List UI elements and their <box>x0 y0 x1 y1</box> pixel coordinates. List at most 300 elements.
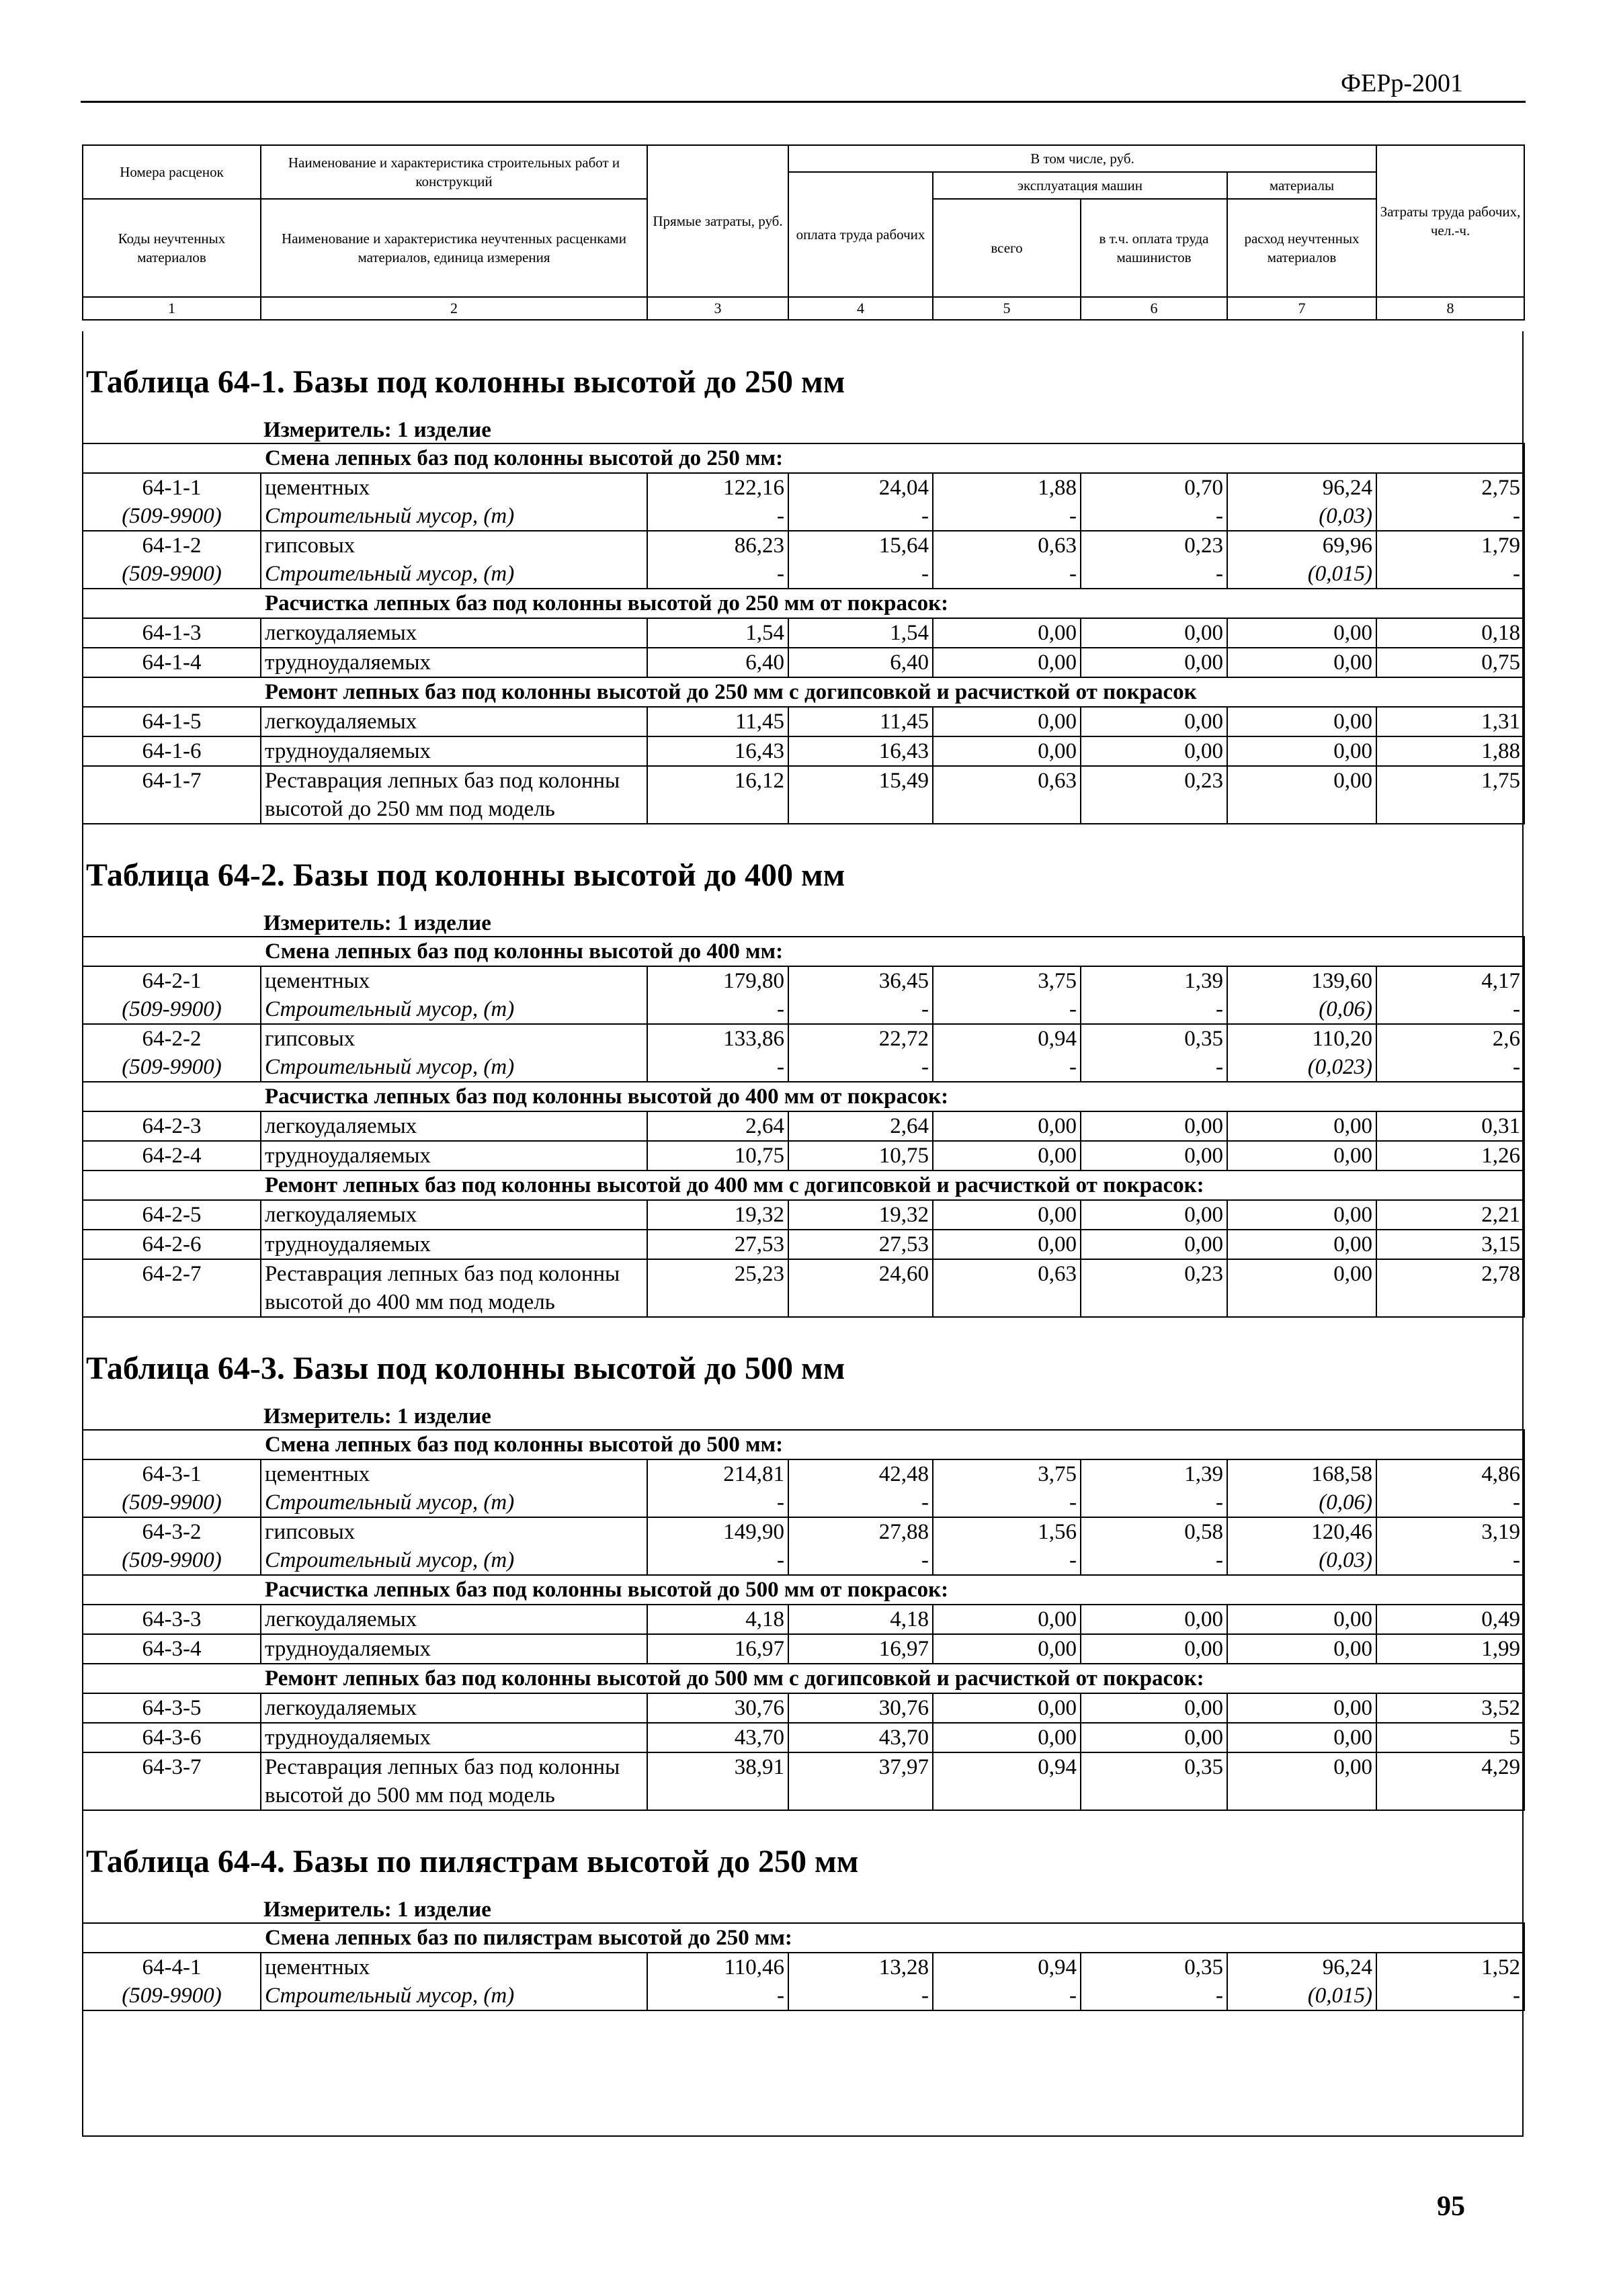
mat-cost-machines: - <box>933 502 1081 531</box>
material-row <box>83 560 1524 589</box>
labor-hours: 4,29 <box>1376 1752 1524 1810</box>
section-table <box>82 1922 1525 2011</box>
header-col1-bottom: Коды неучтенных материалов <box>83 199 261 297</box>
cost-machine-wages: 0,70 <box>1081 473 1227 502</box>
cost-wages: 27,53 <box>788 1230 933 1259</box>
cost-materials: 0,00 <box>1227 1605 1376 1634</box>
material-name: Строительный мусор, (т) <box>261 1053 647 1082</box>
cost-machine-wages: 0,00 <box>1081 1634 1227 1664</box>
cost-direct: 110,46 <box>647 1953 788 1982</box>
cost-wages: 1,54 <box>788 618 933 648</box>
group-title: Ремонт лепных баз под колонны высотой до 250 мм с догипсовкой и расчисткой от покрасок <box>83 677 1524 707</box>
cost-direct: 19,32 <box>647 1200 788 1230</box>
rate-name: легкоудаляемых <box>261 1111 647 1141</box>
mat-cost-direct: - <box>647 995 788 1024</box>
labor-hours: 3,19 <box>1376 1517 1524 1546</box>
mat-cost-machine-wages: - <box>1081 1053 1227 1082</box>
cost-wages: 15,49 <box>788 766 933 824</box>
labor-hours: 3,52 <box>1376 1693 1524 1723</box>
cost-direct: 38,91 <box>647 1752 788 1810</box>
table-row <box>83 648 1524 677</box>
cost-materials: 0,00 <box>1227 618 1376 648</box>
cost-wages: 22,72 <box>788 1024 933 1053</box>
mat-consumption: (0,015) <box>1227 1982 1376 2010</box>
mat-cost-machines: - <box>933 1488 1081 1517</box>
table-row <box>83 966 1524 995</box>
group-title-row <box>83 1923 1524 1953</box>
mat-cost-direct: - <box>647 1488 788 1517</box>
material-row <box>83 1488 1524 1517</box>
section-meter-text: Измеритель: 1 изделие <box>263 1898 491 1922</box>
table-header <box>82 144 1525 321</box>
cost-direct: 30,76 <box>647 1693 788 1723</box>
section-title <box>82 824 1524 905</box>
mat-cost-machine-wages: - <box>1081 1546 1227 1575</box>
cost-materials: 168,58 <box>1227 1459 1376 1488</box>
cost-wages: 16,43 <box>788 736 933 766</box>
cost-materials: 0,00 <box>1227 1752 1376 1810</box>
cost-direct: 6,40 <box>647 648 788 677</box>
cost-machine-wages: 0,35 <box>1081 1024 1227 1053</box>
cost-direct: 149,90 <box>647 1517 788 1546</box>
rate-code: 64-2-1 <box>83 966 261 995</box>
group-title: Ремонт лепных баз под колонны высотой до 500 мм с догипсовкой и расчисткой от покрасок: <box>83 1664 1524 1693</box>
rate-code: 64-2-6 <box>83 1230 261 1259</box>
rate-code: 64-1-7 <box>83 766 261 824</box>
material-code: (509-9900) <box>83 1982 261 2010</box>
group-title: Смена лепных баз под колонны высотой до 250 мм: <box>83 443 1524 473</box>
cost-wages: 4,18 <box>788 1605 933 1634</box>
section-title <box>82 1811 1524 1891</box>
group-title-row <box>83 937 1524 966</box>
mat-labor-hours: - <box>1376 502 1524 531</box>
cost-direct: 16,12 <box>647 766 788 824</box>
cost-machine-wages: 0,00 <box>1081 1723 1227 1752</box>
cost-machine-wages: 0,00 <box>1081 1693 1227 1723</box>
labor-hours: 1,88 <box>1376 736 1524 766</box>
cost-direct: 27,53 <box>647 1230 788 1259</box>
cost-direct: 1,54 <box>647 618 788 648</box>
header-col-number: 5 <box>933 297 1081 320</box>
labor-hours: 4,17 <box>1376 966 1524 995</box>
mat-cost-machines: - <box>933 995 1081 1024</box>
table-row <box>83 618 1524 648</box>
labor-hours: 1,26 <box>1376 1141 1524 1171</box>
mat-consumption: (0,06) <box>1227 995 1376 1024</box>
rate-code: 64-3-4 <box>83 1634 261 1664</box>
mat-cost-wages: - <box>788 1053 933 1082</box>
rate-name: цементных <box>261 1953 647 1982</box>
rate-code: 64-4-1 <box>83 1953 261 1982</box>
cost-machine-wages: 0,23 <box>1081 766 1227 824</box>
group-title: Расчистка лепных баз под колонны высотой до 400 мм от покрасок: <box>83 1082 1524 1111</box>
cost-machines: 0,00 <box>933 1141 1081 1171</box>
rate-code: 64-2-4 <box>83 1141 261 1171</box>
section-title-text: Таблица 64-2. Базы под колонны высотой до 400 мм <box>86 857 845 893</box>
group-title: Расчистка лепных баз под колонны высотой до 250 мм от покрасок: <box>83 589 1524 618</box>
mat-labor-hours: - <box>1376 995 1524 1024</box>
section-title <box>82 1318 1524 1398</box>
cost-machines: 0,00 <box>933 1634 1081 1664</box>
cost-machines: 0,00 <box>933 1230 1081 1259</box>
mat-cost-wages: - <box>788 1546 933 1575</box>
rate-code: 64-3-6 <box>83 1723 261 1752</box>
mat-cost-wages: - <box>788 995 933 1024</box>
cost-wages: 27,88 <box>788 1517 933 1546</box>
mat-labor-hours: - <box>1376 560 1524 589</box>
group-title: Смена лепных баз под колонны высотой до 500 мм: <box>83 1430 1524 1459</box>
cost-machine-wages: 0,00 <box>1081 707 1227 736</box>
labor-hours: 1,52 <box>1376 1953 1524 1982</box>
rate-name: цементных <box>261 473 647 502</box>
rate-code: 64-1-4 <box>83 648 261 677</box>
material-code: (509-9900) <box>83 1488 261 1517</box>
cost-machine-wages: 0,00 <box>1081 1200 1227 1230</box>
rate-code: 64-3-2 <box>83 1517 261 1546</box>
cost-machine-wages: 0,35 <box>1081 1953 1227 1982</box>
page-number: 95 <box>1437 2191 1465 2222</box>
section-table <box>82 443 1525 824</box>
mat-cost-machines: - <box>933 1982 1081 2010</box>
material-name: Строительный мусор, (т) <box>261 1546 647 1575</box>
group-title-row <box>83 589 1524 618</box>
rate-name: цементных <box>261 966 647 995</box>
cost-machines: 0,00 <box>933 1111 1081 1141</box>
mat-cost-wages: - <box>788 502 933 531</box>
document-code: ФЕРр-2001 <box>1340 69 1463 97</box>
cost-direct: 179,80 <box>647 966 788 995</box>
material-code: (509-9900) <box>83 560 261 589</box>
rate-name: гипсовых <box>261 531 647 560</box>
cost-machines: 0,00 <box>933 736 1081 766</box>
cost-machines: 0,94 <box>933 1953 1081 1982</box>
group-title-row <box>83 1171 1524 1200</box>
cost-machine-wages: 0,35 <box>1081 1752 1227 1810</box>
header-machines: эксплуатация машин <box>933 172 1227 199</box>
labor-hours: 3,15 <box>1376 1230 1524 1259</box>
rate-name: трудноудаляемых <box>261 1634 647 1664</box>
group-title-row <box>83 1082 1524 1111</box>
labor-hours: 0,31 <box>1376 1111 1524 1141</box>
header-incl: В том числе, руб. <box>788 145 1376 172</box>
cost-wages: 19,32 <box>788 1200 933 1230</box>
labor-hours: 2,78 <box>1376 1259 1524 1317</box>
rate-code: 64-3-7 <box>83 1752 261 1810</box>
cost-machines: 0,00 <box>933 648 1081 677</box>
cost-machine-wages: 0,00 <box>1081 1141 1227 1171</box>
mat-cost-direct: - <box>647 502 788 531</box>
group-title-row <box>83 443 1524 473</box>
cost-machine-wages: 0,00 <box>1081 1230 1227 1259</box>
cost-machines: 1,88 <box>933 473 1081 502</box>
cost-wages: 42,48 <box>788 1459 933 1488</box>
table-row <box>83 766 1524 824</box>
cost-materials: 0,00 <box>1227 766 1376 824</box>
table-row <box>83 707 1524 736</box>
rate-name: легкоудаляемых <box>261 707 647 736</box>
header-col2-top: Наименование и характеристика строительных работ и конструкций <box>261 145 647 199</box>
header-col-number: 7 <box>1227 297 1376 320</box>
rate-name: трудноудаляемых <box>261 1230 647 1259</box>
header-col-number: 8 <box>1376 297 1524 320</box>
cost-materials: 69,96 <box>1227 531 1376 560</box>
material-name: Строительный мусор, (т) <box>261 1982 647 2010</box>
mat-consumption: (0,023) <box>1227 1053 1376 1082</box>
labor-hours: 1,99 <box>1376 1634 1524 1664</box>
labor-hours: 2,75 <box>1376 473 1524 502</box>
material-code: (509-9900) <box>83 1546 261 1575</box>
header-machines-wages: в т.ч. оплата труда машинистов <box>1081 199 1227 297</box>
group-title: Расчистка лепных баз под колонны высотой до 500 мм от покрасок: <box>83 1575 1524 1605</box>
price-tables <box>82 331 1524 2011</box>
cost-direct: 43,70 <box>647 1723 788 1752</box>
rate-code: 64-1-6 <box>83 736 261 766</box>
section-title-text: Таблица 64-1. Базы под колонны высотой до 250 мм <box>86 364 845 400</box>
rate-name: трудноудаляемых <box>261 736 647 766</box>
cost-machine-wages: 1,39 <box>1081 966 1227 995</box>
cost-machines: 0,00 <box>933 707 1081 736</box>
cost-machine-wages: 0,00 <box>1081 736 1227 766</box>
cost-machine-wages: 0,00 <box>1081 1605 1227 1634</box>
header-rule <box>81 101 1526 103</box>
material-row <box>83 1546 1524 1575</box>
section-meter <box>82 412 1524 443</box>
header-machines-total: всего <box>933 199 1081 297</box>
header-col3: Прямые затраты, руб. <box>647 145 788 297</box>
material-name: Строительный мусор, (т) <box>261 1488 647 1517</box>
cost-direct: 133,86 <box>647 1024 788 1053</box>
cost-wages: 24,04 <box>788 473 933 502</box>
table-row <box>83 1459 1524 1488</box>
cost-wages: 24,60 <box>788 1259 933 1317</box>
cost-machine-wages: 0,23 <box>1081 1259 1227 1317</box>
header-column-numbers <box>83 297 1524 320</box>
table-row <box>83 473 1524 502</box>
rate-code: 64-2-7 <box>83 1259 261 1317</box>
labor-hours: 4,86 <box>1376 1459 1524 1488</box>
mat-cost-machines: - <box>933 1546 1081 1575</box>
cost-machine-wages: 0,00 <box>1081 648 1227 677</box>
rate-name: гипсовых <box>261 1517 647 1546</box>
mat-cost-machine-wages: - <box>1081 1488 1227 1517</box>
group-title-row <box>83 677 1524 707</box>
cost-wages: 6,40 <box>788 648 933 677</box>
group-title: Смена лепных баз по пилястрам высотой до 250 мм: <box>83 1923 1524 1953</box>
mat-cost-machines: - <box>933 560 1081 589</box>
cost-machine-wages: 1,39 <box>1081 1459 1227 1488</box>
section-title-text: Таблица 64-4. Базы по пилястрам высотой до 250 мм <box>86 1844 859 1879</box>
header-col-number: 6 <box>1081 297 1227 320</box>
cost-materials: 96,24 <box>1227 1953 1376 1982</box>
cost-materials: 120,46 <box>1227 1517 1376 1546</box>
table-row <box>83 1141 1524 1171</box>
section-title-text: Таблица 64-3. Базы под колонны высотой до 500 мм <box>86 1351 845 1386</box>
table-row <box>83 1200 1524 1230</box>
mat-labor-hours: - <box>1376 1546 1524 1575</box>
section-meter-text: Измеритель: 1 изделие <box>263 911 491 935</box>
group-title-row <box>83 1664 1524 1693</box>
rate-code: 64-3-5 <box>83 1693 261 1723</box>
cost-machines: 0,63 <box>933 1259 1081 1317</box>
cost-machines: 0,94 <box>933 1752 1081 1810</box>
table-row <box>83 531 1524 560</box>
mat-consumption: (0,03) <box>1227 1546 1376 1575</box>
labor-hours: 1,79 <box>1376 531 1524 560</box>
table-row <box>83 1517 1524 1546</box>
cost-direct: 16,97 <box>647 1634 788 1664</box>
rate-code: 64-3-1 <box>83 1459 261 1488</box>
header-labor: Затраты труда рабочих, чел.-ч. <box>1376 145 1524 297</box>
table-row <box>83 1111 1524 1141</box>
cost-machines: 0,94 <box>933 1024 1081 1053</box>
rate-code: 64-2-5 <box>83 1200 261 1230</box>
cost-materials: 0,00 <box>1227 648 1376 677</box>
rate-name: трудноудаляемых <box>261 1723 647 1752</box>
cost-materials: 0,00 <box>1227 736 1376 766</box>
group-title: Смена лепных баз под колонны высотой до 400 мм: <box>83 937 1524 966</box>
mat-cost-direct: - <box>647 1982 788 2010</box>
cost-materials: 0,00 <box>1227 1141 1376 1171</box>
mat-consumption: (0,06) <box>1227 1488 1376 1517</box>
cost-materials: 0,00 <box>1227 1634 1376 1664</box>
material-code: (509-9900) <box>83 502 261 531</box>
labor-hours: 1,75 <box>1376 766 1524 824</box>
mat-cost-direct: - <box>647 1546 788 1575</box>
cost-materials: 110,20 <box>1227 1024 1376 1053</box>
mat-labor-hours: - <box>1376 1488 1524 1517</box>
mat-consumption: (0,03) <box>1227 502 1376 531</box>
cost-machines: 1,56 <box>933 1517 1081 1546</box>
mat-cost-wages: - <box>788 1488 933 1517</box>
cost-machines: 0,00 <box>933 1723 1081 1752</box>
cost-direct: 86,23 <box>647 531 788 560</box>
cost-machine-wages: 0,00 <box>1081 1111 1227 1141</box>
cost-wages: 15,64 <box>788 531 933 560</box>
material-row <box>83 502 1524 531</box>
rate-name: Реставрация лепных баз под колонны высотой до 400 мм под модель <box>261 1259 647 1317</box>
labor-hours: 2,6 <box>1376 1024 1524 1053</box>
cost-machines: 0,00 <box>933 1605 1081 1634</box>
section-title <box>82 331 1524 412</box>
cost-materials: 0,00 <box>1227 1259 1376 1317</box>
cost-materials: 0,00 <box>1227 1230 1376 1259</box>
mat-cost-machine-wages: - <box>1081 995 1227 1024</box>
cost-wages: 36,45 <box>788 966 933 995</box>
header-materials-use: расход неучтенных материалов <box>1227 199 1376 297</box>
mat-cost-machine-wages: - <box>1081 560 1227 589</box>
cost-machines: 0,00 <box>933 618 1081 648</box>
mat-cost-wages: - <box>788 1982 933 2010</box>
material-code: (509-9900) <box>83 1053 261 1082</box>
rate-name: легкоудаляемых <box>261 618 647 648</box>
mat-cost-direct: - <box>647 1053 788 1082</box>
cost-machines: 0,63 <box>933 766 1081 824</box>
rate-code: 64-1-3 <box>83 618 261 648</box>
cost-machines: 3,75 <box>933 1459 1081 1488</box>
rate-name: трудноудаляемых <box>261 1141 647 1171</box>
table-row <box>83 1259 1524 1317</box>
header-col2-bottom: Наименование и характеристика неучтенных расценками материалов, единица измерения <box>261 199 647 297</box>
table-row <box>83 1693 1524 1723</box>
section-table <box>82 936 1525 1318</box>
material-row <box>83 1053 1524 1082</box>
header-col1-top: Номера расценок <box>83 145 261 199</box>
cost-direct: 214,81 <box>647 1459 788 1488</box>
labor-hours: 2,21 <box>1376 1200 1524 1230</box>
table-row <box>83 1723 1524 1752</box>
header-col-number: 2 <box>261 297 647 320</box>
rate-code: 64-1-1 <box>83 473 261 502</box>
table-row <box>83 1605 1524 1634</box>
cost-machines: 0,63 <box>933 531 1081 560</box>
mat-labor-hours: - <box>1376 1982 1524 2010</box>
rate-name: Реставрация лепных баз под колонны высотой до 500 мм под модель <box>261 1752 647 1810</box>
cost-direct: 2,64 <box>647 1111 788 1141</box>
header-col-number: 1 <box>83 297 261 320</box>
cost-direct: 11,45 <box>647 707 788 736</box>
labor-hours: 0,49 <box>1376 1605 1524 1634</box>
rate-code: 64-3-3 <box>83 1605 261 1634</box>
cost-direct: 16,43 <box>647 736 788 766</box>
group-title-row <box>83 1575 1524 1605</box>
material-code: (509-9900) <box>83 995 261 1024</box>
mat-cost-machine-wages: - <box>1081 502 1227 531</box>
table-row <box>83 1953 1524 1982</box>
material-row <box>83 995 1524 1024</box>
material-name: Строительный мусор, (т) <box>261 995 647 1024</box>
cost-materials: 0,00 <box>1227 707 1376 736</box>
labor-hours: 0,75 <box>1376 648 1524 677</box>
cost-materials: 0,00 <box>1227 1723 1376 1752</box>
rate-name: трудноудаляемых <box>261 648 647 677</box>
cost-machine-wages: 0,23 <box>1081 531 1227 560</box>
rate-code: 64-2-3 <box>83 1111 261 1141</box>
material-name: Строительный мусор, (т) <box>261 502 647 531</box>
header-wages: оплата труда рабочих <box>788 172 933 297</box>
cost-wages: 13,28 <box>788 1953 933 1982</box>
mat-cost-wages: - <box>788 560 933 589</box>
rate-code: 64-2-2 <box>83 1024 261 1053</box>
rate-name: легкоудаляемых <box>261 1605 647 1634</box>
section-meter <box>82 905 1524 936</box>
group-title-row <box>83 1430 1524 1459</box>
rate-name: легкоудаляемых <box>261 1200 647 1230</box>
cost-materials: 0,00 <box>1227 1693 1376 1723</box>
mat-cost-machine-wages: - <box>1081 1982 1227 2010</box>
cost-machines: 3,75 <box>933 966 1081 995</box>
table-row <box>83 736 1524 766</box>
cost-wages: 43,70 <box>788 1723 933 1752</box>
section-meter-text: Измеритель: 1 изделие <box>263 1404 491 1429</box>
rate-code: 64-1-5 <box>83 707 261 736</box>
rate-name: гипсовых <box>261 1024 647 1053</box>
section-table <box>82 1429 1525 1811</box>
cost-materials: 0,00 <box>1227 1200 1376 1230</box>
cost-machine-wages: 0,58 <box>1081 1517 1227 1546</box>
table-row <box>83 1230 1524 1259</box>
labor-hours: 1,31 <box>1376 707 1524 736</box>
rate-code: 64-1-2 <box>83 531 261 560</box>
cost-wages: 2,64 <box>788 1111 933 1141</box>
material-row <box>83 1982 1524 2010</box>
cost-materials: 96,24 <box>1227 473 1376 502</box>
cost-direct: 25,23 <box>647 1259 788 1317</box>
labor-hours: 0,18 <box>1376 618 1524 648</box>
table-row <box>83 1752 1524 1810</box>
cost-wages: 30,76 <box>788 1693 933 1723</box>
rate-name: легкоудаляемых <box>261 1693 647 1723</box>
cost-direct: 4,18 <box>647 1605 788 1634</box>
